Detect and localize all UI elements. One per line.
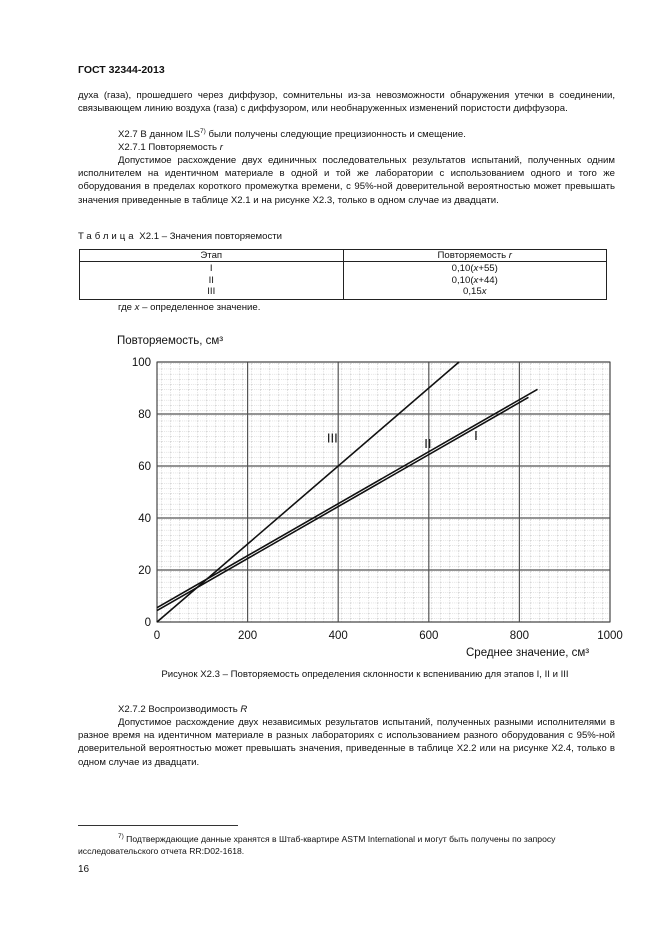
series-label-III: III: [326, 430, 338, 446]
intro-paragraph: духа (газа), прошедшего через диффузор, сомнительны из-за невозможности обнаружения утечки в соединении, связывающем линию воздуха (газа) с диффузором, или необнаруженных изменений пористости диффузора.: [78, 90, 615, 115]
section-x272-title-text: Х2.7.2 Воспроизводимость: [118, 704, 241, 715]
footnote-ref: 7): [200, 127, 206, 135]
table-caption-word: Таблица: [78, 231, 137, 242]
document-header: ГОСТ 32344-2013: [78, 64, 165, 76]
section-x27-text-before: Х2.7 В данном ILS: [118, 129, 200, 140]
x-tick-label: 400: [328, 630, 348, 642]
footnote-text: Подтверждающие данные хранятся в Штаб-квартире ASTM International и могут быть получены по запросу исследовательского отчета RR:D02-1618.: [78, 834, 556, 856]
series-label-I: I: [474, 428, 478, 443]
x-tick-label: 0: [153, 630, 161, 642]
section-x272-title: [118, 703, 247, 716]
table-stage-cell: III: [207, 286, 216, 297]
figure-caption: Рисунок Х2.3 – Повторяемость определения склонности к вспениванию для этапов I, II и III: [161, 669, 569, 680]
y-tick-label: 40: [138, 513, 151, 525]
y-tick-label: 20: [138, 565, 151, 577]
chart-y-title: Повторяемость, см³: [117, 335, 224, 347]
section-x27-text-after: были получены следующие прецизионность и смещение.: [205, 129, 466, 140]
section-x271-body: Допустимое расхождение двух единичных последовательных результатов испытаний, полученных одним исполнителем на идентичном материале в одной и той же лаборатории с использованием одного и того же оборудования в пределах короткого промежутка времени, с 95%-ной доверительной вероятностью может превышать значения приведенные в таблице Х2.1 и на рисунке Х2.3, только в одном случае из двадцати.: [78, 155, 615, 206]
x-tick-label: 600: [419, 630, 439, 642]
table-stage-cell: II: [208, 274, 214, 286]
table-header-repeatability-text: Повторяемость r: [437, 250, 512, 261]
section-x271-symbol: r: [219, 142, 223, 153]
x-tick-label: 200: [238, 630, 258, 642]
chart-x-ticks: [154, 630, 623, 642]
table-value-cell: 0,15x: [463, 286, 487, 297]
footnote-marker: 7): [118, 833, 124, 841]
footnote-divider: [78, 825, 238, 826]
table-value-cell: 0,10(x+44): [451, 274, 498, 286]
x-tick-label: 1000: [597, 630, 623, 642]
chart-x-title: Среднее значение, см³: [466, 647, 590, 659]
page-number: 16: [78, 864, 90, 875]
table-caption-text: Х2.1 – Значения повторяемости: [136, 231, 283, 242]
table-note-text: где x – определенное значение.: [118, 302, 261, 313]
chart-plot-area: [157, 362, 610, 622]
y-tick-label: 100: [131, 357, 151, 369]
series-label-II: II: [424, 435, 432, 451]
section-x271-title-text: Х2.7.1 Повторяемость: [118, 142, 220, 153]
y-tick-label: 60: [138, 461, 151, 473]
table-value-cell: 0,10(x+55): [451, 263, 498, 274]
chart-y-ticks: [132, 357, 151, 629]
x-tick-label: 800: [509, 630, 529, 642]
section-x272-body: Допустимое расхождение двух независимых результатов испытаний, полученных разными исполнителями в разное время на идентичном материале в разных лабораториях с использованием разного оборудования с 95%-ной доверительной вероятностью может превышать значения, приведенные в таблице Х2.2 или на рисунке Х2.4, только в одном случае из двадцати.: [78, 717, 615, 768]
table-stage-cell: I: [209, 263, 213, 274]
footnote: [78, 833, 615, 857]
y-tick-label: 0: [144, 617, 151, 629]
y-tick-label: 80: [138, 409, 151, 421]
section-x272-symbol: R: [240, 704, 248, 715]
table-header-stage: Этап: [80, 250, 344, 262]
